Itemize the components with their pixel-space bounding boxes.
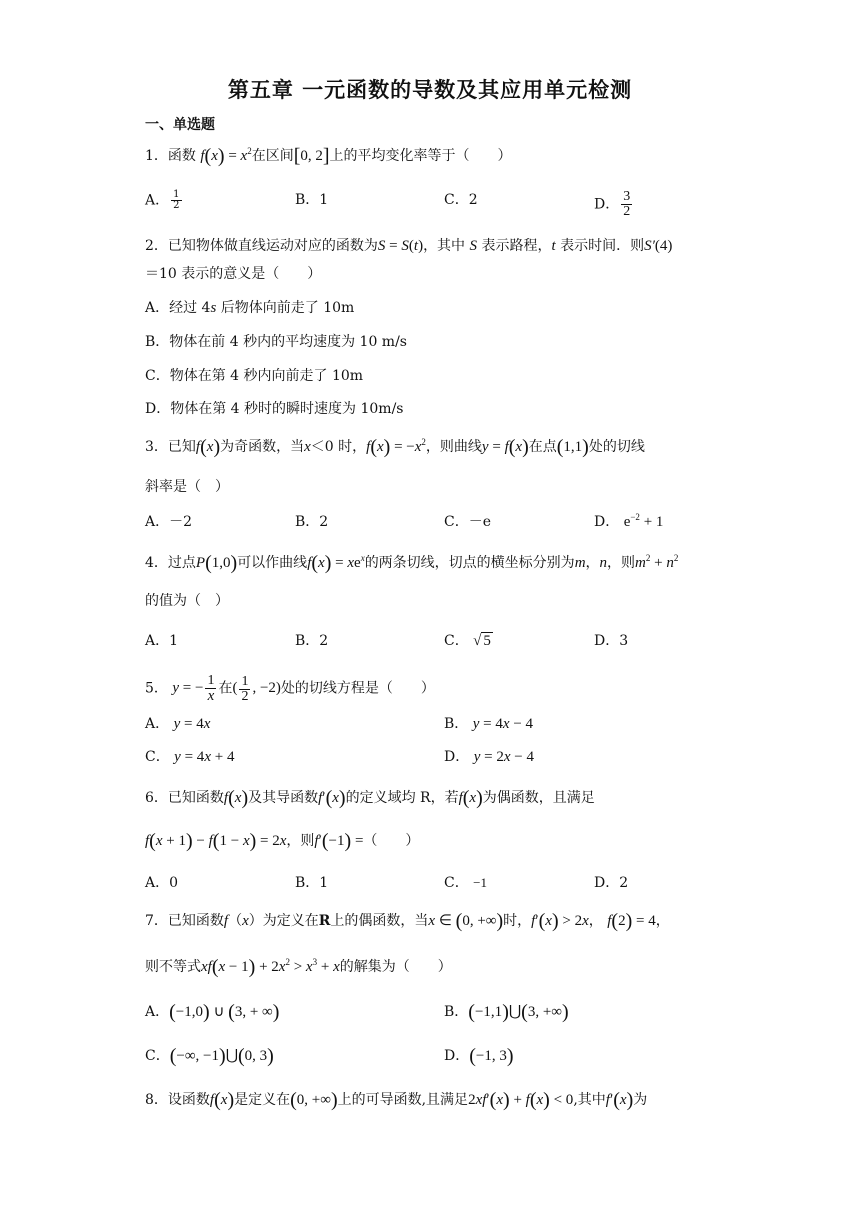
q6-option-d: D．2	[594, 875, 629, 891]
q1-option-a: A． $\frac{1}{2}$	[145, 189, 180, 211]
q3-option-c: C．－e	[444, 514, 491, 530]
q7-option-c: C．(−∞, −1)⋃(0, 3)	[145, 1045, 274, 1067]
question-6-line-1: 6．已知函数f(x)及其导函数f′(x)的定义域均 R，若f(x)为偶函数，且满足	[145, 787, 595, 809]
q7-option-b: B．(−1,1)⋃(3, +∞)	[444, 1001, 569, 1023]
q4-option-b: B．2	[295, 633, 329, 649]
page-title: 第五章 一元函数的导数及其应用单元检测	[227, 78, 633, 102]
section-heading: 一、单选题	[145, 117, 215, 133]
question-8-line-1: 8．设函数f(x)是定义在(0, +∞)上的可导函数,且满足2xf′(x) + f(x) < 0,其中f′(x)为	[145, 1089, 648, 1111]
q5-option-c: C． y = 4x + 4	[145, 749, 235, 765]
question-3-line-1: 3．已知f(x)为奇函数，当x＜0 时，$f(x) = -x^2$，则曲线y = f(x)在点(1,1)处的切线	[145, 436, 645, 458]
q4-option-c: C． √ 5	[444, 633, 491, 649]
q5-option-a: A． y = 4x	[145, 716, 211, 732]
q6-option-b: B．1	[295, 875, 329, 891]
q2-option-c: C．物体在第 4 秒内向前走了 10m	[145, 368, 364, 384]
question-2-line-1: 2．已知物体做直线运动对应的函数为S = S(t)，其中 S 表示路程，t 表示时间．则S′(4)	[145, 238, 673, 254]
question-3-line-2: 斜率是（ ）	[145, 479, 229, 495]
q5-option-d: D． y = 2x − 4	[444, 749, 534, 765]
q2-option-a: A．经过 4s 后物体向前走了 10m	[145, 300, 355, 316]
question-1: 1．函数 $f(x) = x^2$在区间[0, 2]上的平均变化率等于（ ）	[145, 145, 512, 167]
q6-option-a: A．0	[145, 875, 179, 891]
question-5: 5． y = − $\frac{1}{x}$ 在( $\frac{1}{2}$ , −2)处的切线方程是（ ）	[145, 673, 435, 704]
q3-option-d: D． $e^{-2} + 1$	[594, 512, 664, 530]
q5-option-b: B． y = 4x − 4	[444, 716, 534, 732]
q1-option-c: C．2	[444, 192, 478, 208]
q6-option-c: C． −1	[444, 875, 488, 891]
q3-option-a: A．－2	[145, 514, 193, 530]
question-7-line-1: 7．已知函数f（x）为定义在R上的偶函数，当x ∈ (0, +∞)时，f′(x) > 2x， f(2) = 4，	[145, 910, 670, 932]
q3-option-b: B．2	[295, 514, 329, 530]
q2-option-d: D．物体在第 4 秒时的瞬时速度为 10m/s	[145, 401, 404, 417]
q7-option-a: A．(−1,0) ∪ (3, + ∞)	[145, 1001, 280, 1023]
q4-option-d: D．3	[594, 633, 629, 649]
q4-option-a: A．1	[145, 633, 179, 649]
question-4-line-2: 的值为（ ）	[145, 593, 229, 609]
q2-option-b: B．物体在前 4 秒内的平均速度为 10 m/s	[145, 334, 407, 350]
question-2-line-2: ＝10 表示的意义是（ ）	[145, 266, 322, 282]
question-7-line-2: 则不等式$xf(x - 1) + 2x^2 > x^3 + x$的解集为（ ）	[145, 956, 452, 978]
question-4-line-1: 4．过点P(1,0)可以作曲线$f(x) = xe^x$的两条切线，切点的横坐标分别为m，n，则$m^2 + n^2$	[145, 552, 679, 574]
q1-option-d: D． $\frac{3}{2}$	[594, 189, 631, 219]
question-6-line-2: f(x + 1) − f(1 − x) = 2x，则f′(−1) =（ ）	[145, 830, 420, 852]
q7-option-d: D．(−1, 3)	[444, 1045, 514, 1067]
q1-option-b: B．1	[295, 192, 329, 208]
